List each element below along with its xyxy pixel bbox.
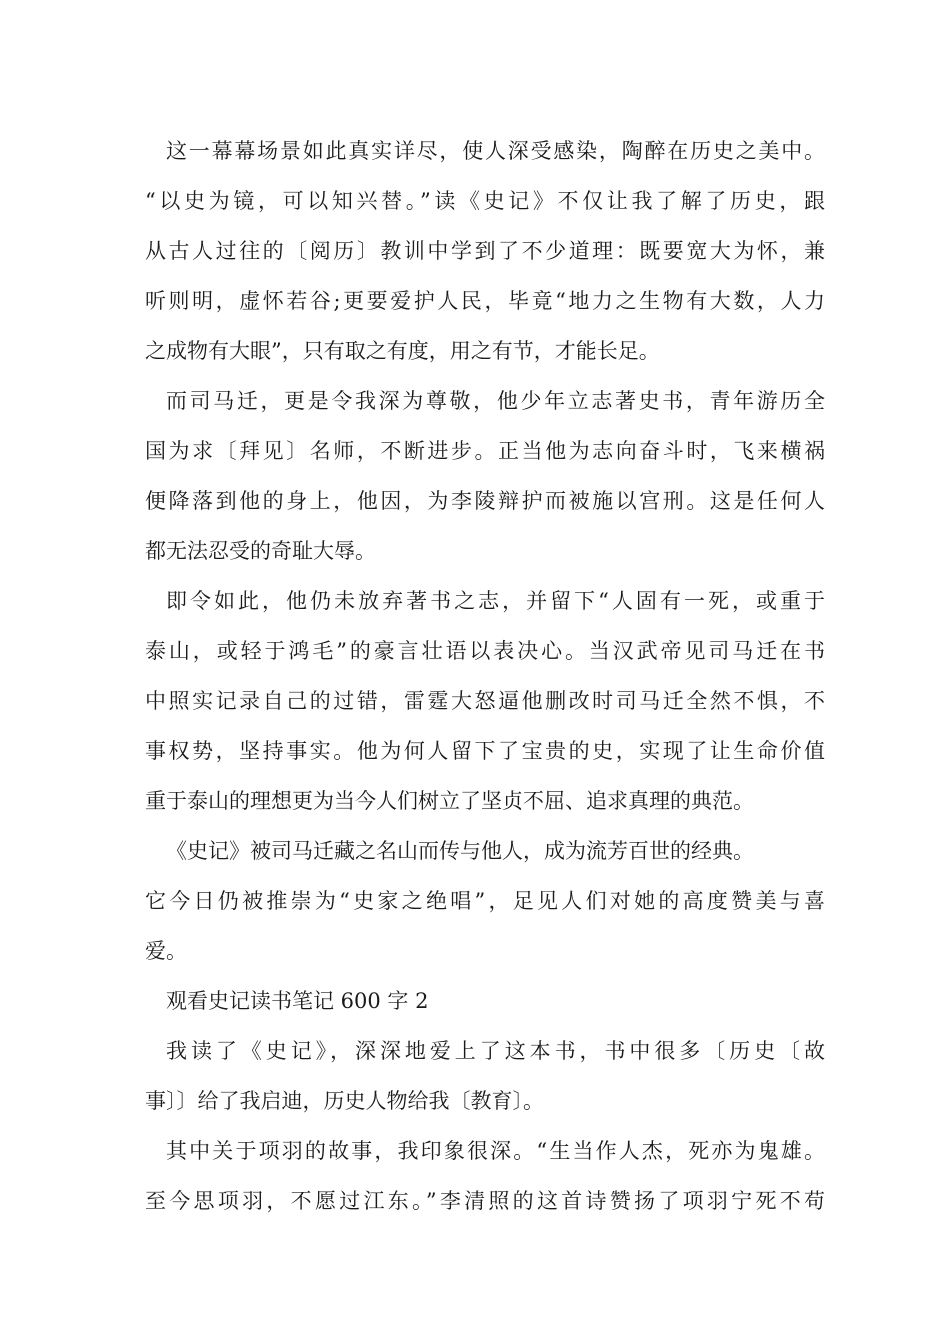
paragraph-line: 爱。 bbox=[145, 939, 187, 963]
paragraph-line: 听则明，虚怀若谷;更要爱护人民，毕竟“地力之生物有大数，人力 bbox=[145, 289, 825, 313]
paragraph-line: “以史为镜，可以知兴替。”读《史记》不仅让我了解了历史，跟 bbox=[145, 189, 825, 213]
paragraph-line: 而司马迁，更是令我深为尊敬，他少年立志著史书，青年游历全 bbox=[166, 389, 825, 413]
paragraph-line: 它今日仍被推崇为“史家之绝唱”，足见人们对她的高度赞美与喜 bbox=[145, 889, 825, 913]
paragraph-line: 之成物有大眼”，只有取之有度，用之有节，才能长足。 bbox=[145, 339, 660, 363]
paragraph-line: 至今思项羽，不愿过江东。”李清照的这首诗赞扬了项羽宁死不苟 bbox=[145, 1189, 825, 1213]
paragraph-line: 中照实记录自己的过错，雷霆大怒逼他删改时司马迁全然不惧，不 bbox=[145, 689, 825, 713]
paragraph-line: 都无法忍受的奇耻大辱。 bbox=[145, 539, 376, 563]
paragraph-line: 《史记》被司马迁藏之名山而传与他人，成为流芳百世的经典。 bbox=[166, 839, 754, 863]
paragraph-line: 事权势，坚持事实。他为何人留下了宝贵的史，实现了让生命价值 bbox=[145, 739, 825, 763]
paragraph-line: 事〕〕给了我启迪，历史人物给我〔教育〕。 bbox=[145, 1089, 544, 1113]
paragraph-line: 这一幕幕场景如此真实详尽，使人深受感染，陶醉在历史之美中。 bbox=[166, 139, 825, 163]
section-heading: 观看史记读书笔记 600 字 2 bbox=[166, 989, 429, 1013]
paragraph-line: 即令如此，他仍未放弃著书之志，并留下“人固有一死，或重于 bbox=[166, 589, 825, 613]
paragraph-line: 从古人过往的〔阅历〕教训中学到了不少道理：既要宽大为怀，兼 bbox=[145, 239, 825, 263]
paragraph-line: 重于泰山的理想更为当今人们树立了坚贞不屈、追求真理的典范。 bbox=[145, 789, 754, 813]
paragraph-line: 国为求〔拜见〕名师，不断进步。正当他为志向奋斗时，飞来横祸 bbox=[145, 439, 825, 463]
paragraph-line: 便降落到他的身上，他因，为李陵辩护而被施以宫刑。这是任何人 bbox=[145, 489, 825, 513]
paragraph-line: 泰山，或轻于鸿毛”的豪言壮语以表决心。当汉武帝见司马迁在书 bbox=[145, 639, 825, 663]
paragraph-line: 我读了《史记》，深深地爱上了这本书，书中很多〔历史〔故 bbox=[166, 1039, 825, 1063]
paragraph-line: 其中关于项羽的故事，我印象很深。“生当作人杰，死亦为鬼雄。 bbox=[166, 1139, 825, 1163]
